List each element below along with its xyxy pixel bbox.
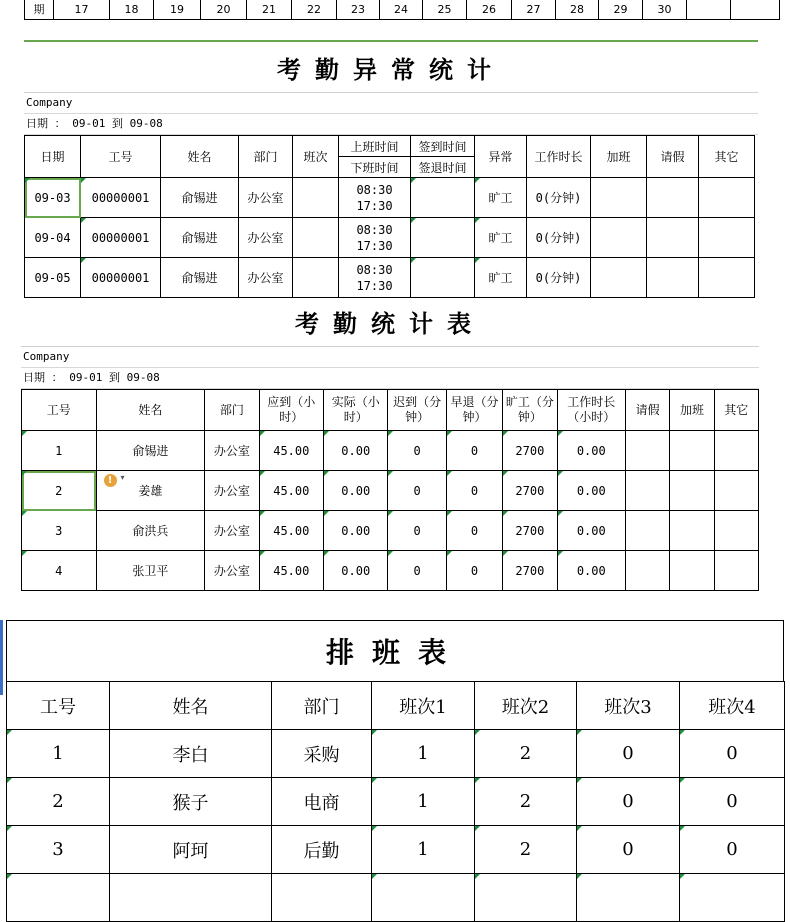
stats-cell[interactable]: 45.00 xyxy=(259,431,323,471)
stats-cell[interactable]: 45.00 xyxy=(259,551,323,591)
schedule-cell[interactable] xyxy=(7,874,110,922)
table-row xyxy=(7,778,785,826)
schedule-cell[interactable]: 0 xyxy=(680,778,785,826)
table-row xyxy=(7,730,785,778)
stats-cell[interactable]: 办公室 xyxy=(205,551,259,591)
stats-cell[interactable] xyxy=(670,471,714,511)
id-cell[interactable]: 00000001 xyxy=(81,218,161,258)
schedule-cell[interactable]: 0 xyxy=(680,730,785,778)
stats-cell[interactable]: 0 xyxy=(446,431,502,471)
name-cell[interactable]: 俞锡进 xyxy=(161,258,239,298)
stats-cell[interactable]: 0.00 xyxy=(324,471,388,511)
day-cell[interactable]: 28 xyxy=(556,0,599,20)
company-label: Company xyxy=(24,93,758,114)
warning-icon[interactable]: ! xyxy=(104,474,117,487)
stats-cell[interactable]: 0 xyxy=(446,551,502,591)
name-cell[interactable]: 俞锡进 xyxy=(161,218,239,258)
schedule-cell[interactable]: 1 xyxy=(372,730,475,778)
stats-header-cell[interactable]: 实际（小时） xyxy=(324,390,388,431)
stats-cell[interactable]: 俞锡进 xyxy=(96,431,205,471)
id-cell[interactable]: 00000001 xyxy=(81,258,161,298)
calendar-day-row xyxy=(24,0,780,20)
sign-cell[interactable] xyxy=(411,218,475,258)
schedule-time-cell[interactable] xyxy=(339,218,411,258)
day-cell[interactable]: 23 xyxy=(337,0,380,20)
schedule-cell[interactable]: 1 xyxy=(372,778,475,826)
stats-cell[interactable]: 办公室 xyxy=(205,511,259,551)
table-row xyxy=(22,471,759,511)
stats-cell[interactable] xyxy=(626,551,670,591)
leave-cell[interactable] xyxy=(647,218,699,258)
schedule-cell[interactable]: 0 xyxy=(577,730,680,778)
work-hours-cell[interactable]: 0(分钟) xyxy=(527,178,591,218)
header-date[interactable]: 日期 xyxy=(25,136,81,178)
header-sign-out[interactable]: 签退时间 xyxy=(411,157,475,178)
stats-cell[interactable] xyxy=(670,431,714,471)
stats-cell[interactable]: 张卫平 xyxy=(96,551,205,591)
date-cell[interactable]: 09-05 xyxy=(25,258,81,298)
schedule-header-cell[interactable]: 班次4 xyxy=(680,682,785,730)
selection-edge-marker xyxy=(0,620,3,695)
schedule-cell[interactable] xyxy=(372,874,475,922)
schedule-header-cell[interactable]: 部门 xyxy=(272,682,372,730)
id-cell[interactable]: 00000001 xyxy=(81,178,161,218)
other-cell[interactable] xyxy=(699,258,755,298)
schedule-header-cell[interactable]: 班次2 xyxy=(475,682,577,730)
abnormal-cell[interactable]: 旷工 xyxy=(475,258,527,298)
stats-cell[interactable] xyxy=(714,471,758,511)
header-shift[interactable]: 班次 xyxy=(293,136,339,178)
schedule-cell[interactable]: 2 xyxy=(7,778,110,826)
day-cell[interactable]: 27 xyxy=(512,0,556,20)
stats-cell[interactable]: 0.00 xyxy=(324,511,388,551)
overtime-cell[interactable] xyxy=(591,218,647,258)
stats-header-cell[interactable]: 迟到（分钟） xyxy=(388,390,446,431)
schedule-header-cell[interactable]: 班次1 xyxy=(372,682,475,730)
shift-cell[interactable] xyxy=(293,258,339,298)
schedule-cell[interactable]: 猴子 xyxy=(110,778,272,826)
stats-header-cell[interactable]: 早退（分钟） xyxy=(446,390,502,431)
name-text: 姜雄 xyxy=(138,484,162,498)
header-leave[interactable]: 请假 xyxy=(647,136,699,178)
schedule-cell[interactable]: 1 xyxy=(372,826,475,874)
stats-header-cell[interactable]: 旷工（分钟） xyxy=(503,390,557,431)
schedule-cell[interactable]: 2 xyxy=(475,826,577,874)
schedule-cell[interactable]: 阿珂 xyxy=(110,826,272,874)
table-row xyxy=(22,551,759,591)
day-cell[interactable] xyxy=(687,0,731,20)
shift-cell[interactable] xyxy=(293,218,339,258)
day-cell[interactable]: 29 xyxy=(599,0,643,20)
dept-cell[interactable]: 办公室 xyxy=(239,218,293,258)
stats-cell[interactable] xyxy=(714,511,758,551)
schedule-cell[interactable]: 0 xyxy=(680,826,785,874)
stats-cell[interactable]: 0.00 xyxy=(324,551,388,591)
day-cell[interactable]: 20 xyxy=(201,0,247,20)
company-label: Company xyxy=(21,347,759,368)
schedule-sheet xyxy=(6,620,784,922)
attendance-stats-sheet xyxy=(21,296,759,591)
schedule-cell[interactable] xyxy=(272,874,372,922)
stats-cell[interactable] xyxy=(670,551,714,591)
off-time-value: 17:30 xyxy=(339,278,410,294)
table-row xyxy=(22,511,759,551)
dept-cell[interactable]: 办公室 xyxy=(239,258,293,298)
schedule-cell[interactable]: 采购 xyxy=(272,730,372,778)
schedule-header-cell[interactable]: 班次3 xyxy=(577,682,680,730)
stats-header-cell[interactable]: 其它 xyxy=(714,390,758,431)
header-sign-in[interactable]: 签到时间 xyxy=(411,136,475,157)
stats-cell[interactable]: 3 xyxy=(22,511,97,551)
on-time-value: 08:30 xyxy=(339,182,410,198)
abnormal-cell[interactable]: 旷工 xyxy=(475,218,527,258)
work-hours-cell[interactable]: 0(分钟) xyxy=(527,218,591,258)
off-time-value: 17:30 xyxy=(339,198,410,214)
schedule-cell[interactable]: 2 xyxy=(475,730,577,778)
dept-cell[interactable]: 办公室 xyxy=(239,178,293,218)
schedule-header-cell[interactable]: 工号 xyxy=(7,682,110,730)
stats-title: 考勤统计表 xyxy=(21,296,759,347)
on-time-value: 08:30 xyxy=(339,262,410,278)
schedule-cell[interactable]: 后勤 xyxy=(272,826,372,874)
schedule-cell[interactable] xyxy=(475,874,577,922)
stats-cell[interactable]: 0 xyxy=(388,471,446,511)
day-row-label[interactable]: 期 xyxy=(25,0,54,20)
header-overtime[interactable]: 加班 xyxy=(591,136,647,178)
stats-cell[interactable]: 2 xyxy=(22,471,97,511)
stats-header-cell[interactable]: 应到（小时） xyxy=(259,390,323,431)
day-cell[interactable] xyxy=(731,0,780,20)
schedule-cell[interactable] xyxy=(577,874,680,922)
stats-cell[interactable]: 0 xyxy=(388,551,446,591)
schedule-cell[interactable]: 3 xyxy=(7,826,110,874)
abnormal-attendance-sheet xyxy=(24,40,758,298)
stats-cell[interactable]: 2700 xyxy=(503,511,557,551)
shift-cell[interactable] xyxy=(293,178,339,218)
header-abnormal[interactable]: 异常 xyxy=(475,136,527,178)
stats-cell[interactable]: 2700 xyxy=(503,551,557,591)
abnormal-title: 考勤异常统计 xyxy=(24,40,758,93)
stats-cell[interactable]: 0.00 xyxy=(557,551,625,591)
schedule-table xyxy=(6,681,785,922)
table-row xyxy=(25,218,790,258)
day-cell[interactable]: 22 xyxy=(292,0,337,20)
stats-cell[interactable]: 0 xyxy=(388,431,446,471)
day-cell[interactable]: 19 xyxy=(154,0,201,20)
stats-cell[interactable] xyxy=(96,471,205,511)
sign-cell[interactable] xyxy=(411,258,475,298)
dropdown-arrow-icon[interactable]: ▾ xyxy=(121,473,125,482)
table-row xyxy=(25,258,790,298)
date-cell[interactable]: 09-03 xyxy=(25,178,81,218)
schedule-cell[interactable]: 2 xyxy=(475,778,577,826)
stats-header-cell[interactable]: 请假 xyxy=(626,390,670,431)
header-other[interactable]: 其它 xyxy=(699,136,755,178)
overtime-cell[interactable] xyxy=(591,178,647,218)
header-dept[interactable]: 部门 xyxy=(239,136,293,178)
off-time-value: 17:30 xyxy=(339,238,410,254)
stats-cell[interactable]: 0 xyxy=(388,511,446,551)
schedule-header-cell[interactable]: 姓名 xyxy=(110,682,272,730)
stats-cell[interactable]: 2700 xyxy=(503,431,557,471)
stats-cell[interactable]: 0.00 xyxy=(557,431,625,471)
table-row xyxy=(25,178,790,218)
abnormal-table xyxy=(24,135,790,298)
stats-cell[interactable]: 0.00 xyxy=(557,511,625,551)
stats-cell[interactable]: 45.00 xyxy=(259,511,323,551)
stats-cell[interactable] xyxy=(714,551,758,591)
day-cell[interactable]: 18 xyxy=(110,0,154,20)
stats-cell[interactable]: 0.00 xyxy=(557,471,625,511)
day-cell[interactable]: 24 xyxy=(380,0,423,20)
schedule-cell[interactable]: 0 xyxy=(577,826,680,874)
stats-cell[interactable]: 0 xyxy=(446,471,502,511)
leave-cell[interactable] xyxy=(647,178,699,218)
stats-header-cell[interactable]: 工作时长（小时） xyxy=(557,390,625,431)
day-cell[interactable]: 21 xyxy=(247,0,292,20)
stats-cell[interactable] xyxy=(626,431,670,471)
name-cell[interactable]: 俞锡进 xyxy=(161,178,239,218)
stats-cell[interactable]: 0.00 xyxy=(324,431,388,471)
stats-header-cell[interactable]: 姓名 xyxy=(96,390,205,431)
schedule-time-cell[interactable] xyxy=(339,258,411,298)
stats-cell[interactable] xyxy=(626,471,670,511)
stats-header-cell[interactable]: 加班 xyxy=(670,390,714,431)
stats-cell[interactable]: 办公室 xyxy=(205,431,259,471)
table-row xyxy=(7,826,785,874)
other-cell[interactable] xyxy=(699,178,755,218)
stats-table xyxy=(21,389,759,591)
schedule-cell[interactable] xyxy=(680,874,785,922)
day-cell[interactable]: 26 xyxy=(467,0,512,20)
leave-cell[interactable] xyxy=(647,258,699,298)
stats-cell[interactable] xyxy=(626,511,670,551)
header-off-time[interactable]: 下班时间 xyxy=(339,157,411,178)
on-time-value: 08:30 xyxy=(339,222,410,238)
stats-cell[interactable]: 2700 xyxy=(503,471,557,511)
table-row xyxy=(22,431,759,471)
day-cell[interactable]: 30 xyxy=(643,0,687,20)
overtime-cell[interactable] xyxy=(591,258,647,298)
other-cell[interactable] xyxy=(699,218,755,258)
table-row xyxy=(7,874,785,922)
schedule-cell[interactable]: 0 xyxy=(577,778,680,826)
header-work-hours[interactable]: 工作时长 xyxy=(527,136,591,178)
date-range: 日期 ： 09-01 到 09-08 xyxy=(24,114,758,135)
day-cell[interactable]: 17 xyxy=(54,0,110,20)
stats-header-cell[interactable]: 部门 xyxy=(205,390,259,431)
schedule-time-cell[interactable] xyxy=(339,178,411,218)
schedule-cell[interactable]: 电商 xyxy=(272,778,372,826)
schedule-cell[interactable] xyxy=(110,874,272,922)
stats-cell[interactable]: 0 xyxy=(446,511,502,551)
day-cell[interactable]: 25 xyxy=(423,0,467,20)
header-name[interactable]: 姓名 xyxy=(161,136,239,178)
header-id[interactable]: 工号 xyxy=(81,136,161,178)
stats-header-cell[interactable]: 工号 xyxy=(22,390,97,431)
abnormal-cell[interactable]: 旷工 xyxy=(475,178,527,218)
work-hours-cell[interactable]: 0(分钟) xyxy=(527,258,591,298)
stats-cell[interactable] xyxy=(670,511,714,551)
date-range: 日期 ： 09-01 到 09-08 xyxy=(21,368,759,389)
schedule-cell[interactable]: 1 xyxy=(7,730,110,778)
header-on-time[interactable]: 上班时间 xyxy=(339,136,411,157)
sign-cell[interactable] xyxy=(411,178,475,218)
stats-cell[interactable] xyxy=(714,431,758,471)
stats-cell[interactable]: 1 xyxy=(22,431,97,471)
stats-cell[interactable]: 办公室 xyxy=(205,471,259,511)
schedule-title: 排班表 xyxy=(6,620,784,681)
stats-cell[interactable]: 俞洪兵 xyxy=(96,511,205,551)
date-cell[interactable]: 09-04 xyxy=(25,218,81,258)
schedule-cell[interactable]: 李白 xyxy=(110,730,272,778)
stats-cell[interactable]: 4 xyxy=(22,551,97,591)
stats-cell[interactable]: 45.00 xyxy=(259,471,323,511)
